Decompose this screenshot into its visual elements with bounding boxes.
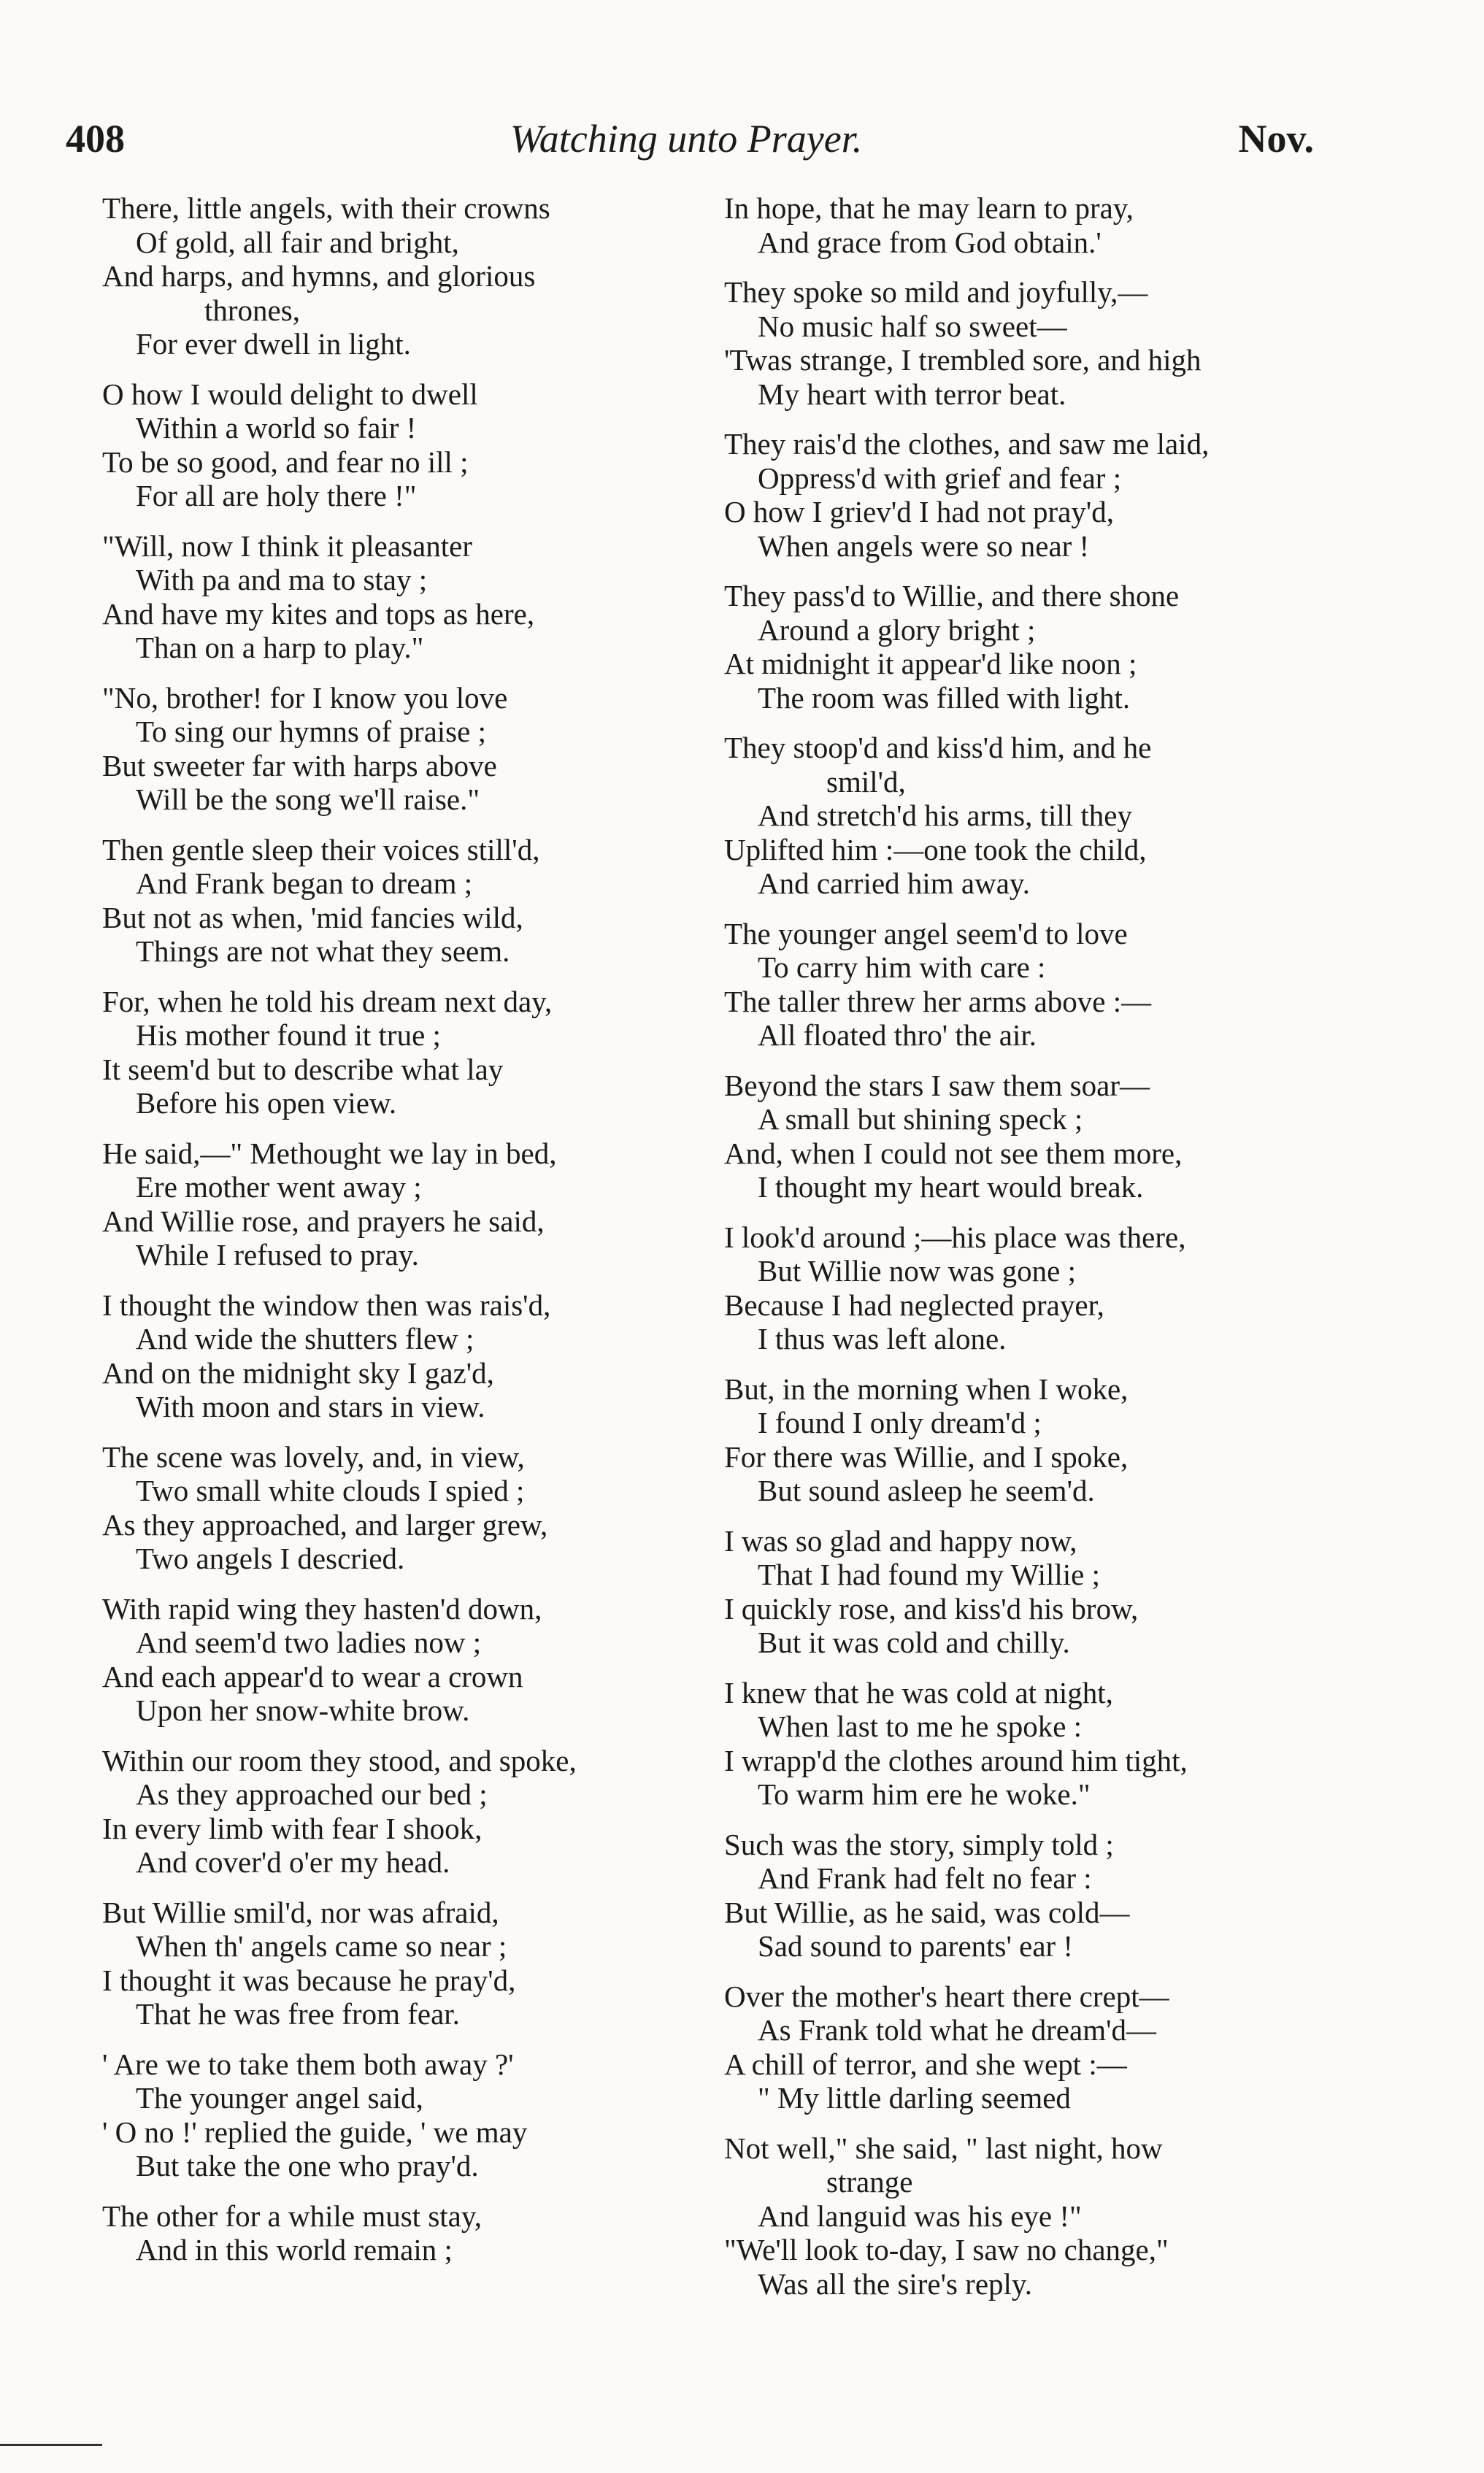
stanza — [724, 1220, 1315, 1356]
verse-line: smil'd, — [826, 764, 906, 799]
verse-line: ' O no !' replied the guide, ' we may — [102, 2115, 528, 2149]
stanza — [102, 1592, 708, 1728]
stanza — [102, 833, 708, 969]
verse-line: But take the one who pray'd. — [136, 2149, 479, 2182]
verse-line: For there was Willie, and I spoke, — [724, 1439, 1129, 1474]
verse-line: Such was the story, simply told ; — [724, 1827, 1114, 1861]
verse-line: I was so glad and happy now, — [724, 1523, 1077, 1558]
verse-line: And cover'd o'er my head. — [136, 1845, 450, 1879]
stanza — [724, 1828, 1315, 1964]
stanza — [102, 1136, 708, 1272]
verse-line: It seem'd but to describe what lay — [102, 1052, 504, 1086]
stanza — [102, 2199, 708, 2267]
verse-line: And Frank had felt no fear : — [758, 1861, 1092, 1895]
stanza — [724, 2131, 1315, 2301]
verse-line: When th' angels came so near ; — [136, 1929, 507, 1963]
verse-line: And each appear'd to wear a crown — [102, 1659, 523, 1693]
verse-line: That I had found my Willie ; — [758, 1558, 1100, 1591]
verse-line: "We'll look to-day, I saw no change," — [724, 2233, 1169, 2266]
stanza — [102, 2047, 708, 2183]
verse-line: The other for a while must stay, — [102, 2199, 482, 2233]
verse-line: As Frank told what he dream'd— — [758, 2013, 1156, 2047]
verse-line: At midnight it appear'd like noon ; — [724, 647, 1137, 680]
verse-line: I thought the window then was rais'd, — [102, 1288, 551, 1322]
verse-line: Beyond the stars I saw them soar— — [724, 1068, 1150, 1102]
verse-line: Sad sound to parents' ear ! — [758, 1929, 1074, 1963]
verse-line: The taller threw her arms above :— — [724, 984, 1152, 1018]
verse-line: No music half so sweet— — [758, 309, 1067, 343]
verse-line: The room was filled with light. — [758, 680, 1131, 715]
verse-line: Because I had neglected prayer, — [724, 1288, 1104, 1322]
verse-line: And harps, and hymns, and glorious — [102, 259, 536, 293]
verse-line: Will be the song we'll raise." — [136, 782, 480, 816]
verse-line: "Will, now I think it pleasanter — [102, 528, 472, 563]
verse-line: And in this world remain ; — [136, 2233, 453, 2266]
verse-line: He said,—" Methought we lay in bed, — [102, 1136, 557, 1170]
verse-line: Then gentle sleep their voices still'd, — [102, 832, 540, 866]
verse-line: That he was free from fear. — [136, 1997, 460, 2031]
stanza — [102, 377, 708, 513]
verse-line: I quickly rose, and kiss'd his brow, — [724, 1591, 1139, 1626]
verse-line: But sweeter far with harps above — [102, 748, 497, 782]
verse-line: In hope, that he may learn to pray, — [724, 191, 1134, 225]
verse-line: strange — [826, 2165, 913, 2199]
verse-line: Around a glory bright ; — [758, 612, 1036, 647]
verse-line: But Willie, as he said, was cold— — [724, 1895, 1130, 1929]
verse-line: The younger angel seem'd to love — [724, 916, 1128, 950]
stanza — [724, 1524, 1315, 1660]
stanza — [724, 427, 1315, 563]
verse-line: Not well," she said, " last night, how — [724, 2131, 1163, 2165]
left-column — [102, 191, 708, 2283]
verse-line: "No, brother! for I know you love — [102, 680, 508, 715]
stanza — [724, 1980, 1315, 2115]
verse-line: Before his open view. — [136, 1086, 397, 1120]
verse-line: As they approached our bed ; — [136, 1777, 488, 1811]
verse-line: Two small white clouds I spied ; — [136, 1474, 525, 1507]
verse-line: When last to me he spoke : — [758, 1709, 1083, 1743]
stanza — [102, 1896, 708, 2031]
stanza — [102, 191, 708, 361]
verse-line: 'Twas strange, I trembled sore, and high — [724, 343, 1202, 377]
verse-line: But sound asleep he seem'd. — [758, 1474, 1095, 1507]
stanza — [102, 1288, 708, 1424]
verse-line: As they approached, and larger grew, — [102, 1507, 548, 1542]
page-number: 408 — [66, 117, 125, 161]
verse-line: But Willie now was gone ; — [758, 1254, 1077, 1288]
verse-line: And stretch'd his arms, till they — [758, 799, 1132, 832]
verse-line: And carried him away. — [758, 866, 1031, 900]
verse-line: Oppress'd with grief and fear ; — [758, 461, 1122, 495]
stanza — [724, 1372, 1315, 1508]
stanza — [724, 917, 1315, 1053]
stanza — [724, 579, 1315, 715]
verse-line: I knew that he was cold at night, — [724, 1675, 1113, 1709]
verse-line: O how I griev'd I had not pray'd, — [724, 495, 1114, 528]
verse-line: I found I only dream'd ; — [758, 1406, 1042, 1439]
stanza — [102, 681, 708, 817]
stanza — [102, 985, 708, 1120]
verse-line: With rapid wing they hasten'd down, — [102, 1591, 542, 1626]
verse-line: Two angels I descried. — [136, 1542, 405, 1575]
verse-line: All floated thro' the air. — [758, 1018, 1037, 1052]
verse-line: The scene was lovely, and, in view, — [102, 1439, 525, 1474]
running-title: Watching unto Prayer. — [510, 117, 863, 161]
verse-line: They stoop'd and kiss'd him, and he — [724, 731, 1152, 764]
verse-line: To sing our hymns of praise ; — [136, 715, 486, 748]
verse-line: thrones, — [204, 293, 300, 327]
verse-line: I wrapp'd the clothes around him tight, — [724, 1743, 1188, 1777]
verse-line: To be so good, and fear no ill ; — [102, 445, 469, 479]
verse-line: Over the mother's heart there crept— — [724, 1979, 1169, 2013]
verse-line: I thought it was because he pray'd, — [102, 1963, 516, 1997]
verse-line: And seem'd two ladies now ; — [136, 1626, 482, 1659]
verse-line: I look'd around ;—his place was there, — [724, 1220, 1186, 1254]
verse-line: For ever dwell in light. — [136, 327, 411, 361]
verse-line: A small but shining speck ; — [758, 1102, 1083, 1136]
verse-line: Than on a harp to play." — [136, 631, 424, 664]
verse-line: And languid was his eye !" — [758, 2199, 1082, 2233]
right-column — [724, 191, 1315, 2317]
verse-line: Things are not what they seem. — [136, 934, 510, 968]
verse-line: There, little angels, with their crowns — [102, 191, 550, 225]
verse-line: They pass'd to Willie, and there shone — [724, 579, 1180, 612]
verse-line: Within a world so fair ! — [136, 411, 417, 445]
stanza — [102, 1440, 708, 1576]
verse-line: They spoke so mild and joyfully,— — [724, 275, 1148, 309]
verse-line: Ere mother went away ; — [136, 1170, 422, 1204]
verse-line: Was all the sire's reply. — [758, 2266, 1033, 2301]
verse-line: But Willie smil'd, nor was afraid, — [102, 1895, 499, 1929]
verse-line: I thought my heart would break. — [758, 1170, 1144, 1204]
verse-line: To warm him ere he woke." — [758, 1777, 1091, 1811]
verse-line: My heart with terror beat. — [758, 377, 1066, 411]
verse-line: While I refused to pray. — [136, 1238, 419, 1272]
page-header — [58, 109, 1314, 168]
verse-line: I thus was left alone. — [758, 1322, 1007, 1355]
stanza — [102, 1744, 708, 1880]
verse-line: Of gold, all fair and bright, — [136, 225, 459, 259]
verse-line: And wide the shutters flew ; — [136, 1322, 474, 1355]
verse-line: And have my kites and tops as here, — [102, 596, 535, 631]
verse-line: But, in the morning when I woke, — [724, 1372, 1129, 1406]
stanza — [724, 191, 1315, 259]
verse-line: The younger angel said, — [136, 2081, 423, 2115]
verse-line: And Willie rose, and prayers he said, — [102, 1204, 545, 1238]
stanza — [724, 275, 1315, 411]
verse-line: Within our room they stood, and spoke, — [102, 1743, 577, 1777]
verse-line: O how I would delight to dwell — [102, 377, 478, 411]
verse-line: A chill of terror, and she wept :— — [724, 2047, 1127, 2081]
verse-line: And, when I could not see them more, — [724, 1136, 1183, 1170]
verse-line: Upon her snow-white brow. — [136, 1693, 470, 1727]
bottom-rule — [0, 2444, 102, 2446]
month-label: Nov. — [1238, 117, 1314, 161]
verse-line: When angels were so near ! — [758, 528, 1090, 563]
verse-line: But it was cold and chilly. — [758, 1626, 1070, 1659]
verse-line: And grace from God obtain.' — [758, 225, 1102, 259]
verse-line: To carry him with care : — [758, 950, 1046, 984]
stanza — [102, 529, 708, 665]
verse-line: ' Are we to take them both away ?' — [102, 2047, 514, 2081]
verse-line: They rais'd the clothes, and saw me laid, — [724, 427, 1210, 461]
verse-line: For, when he told his dream next day, — [102, 984, 553, 1018]
verse-line: With pa and ma to stay ; — [136, 563, 428, 596]
stanza — [724, 731, 1315, 901]
stanza — [724, 1676, 1315, 1812]
verse-line: His mother found it true ; — [136, 1018, 441, 1052]
verse-line: For all are holy there !" — [136, 479, 417, 512]
verse-line: And on the midnight sky I gaz'd, — [102, 1355, 494, 1390]
verse-line: Uplifted him :—one took the child, — [724, 832, 1147, 866]
verse-line: And Frank began to dream ; — [136, 866, 473, 900]
verse-line: " My little darling seemed — [758, 2081, 1071, 2115]
verse-line: But not as when, 'mid fancies wild, — [102, 900, 523, 934]
verse-line: In every limb with fear I shook, — [102, 1811, 483, 1845]
verse-line: With moon and stars in view. — [136, 1390, 485, 1423]
stanza — [724, 1069, 1315, 1204]
